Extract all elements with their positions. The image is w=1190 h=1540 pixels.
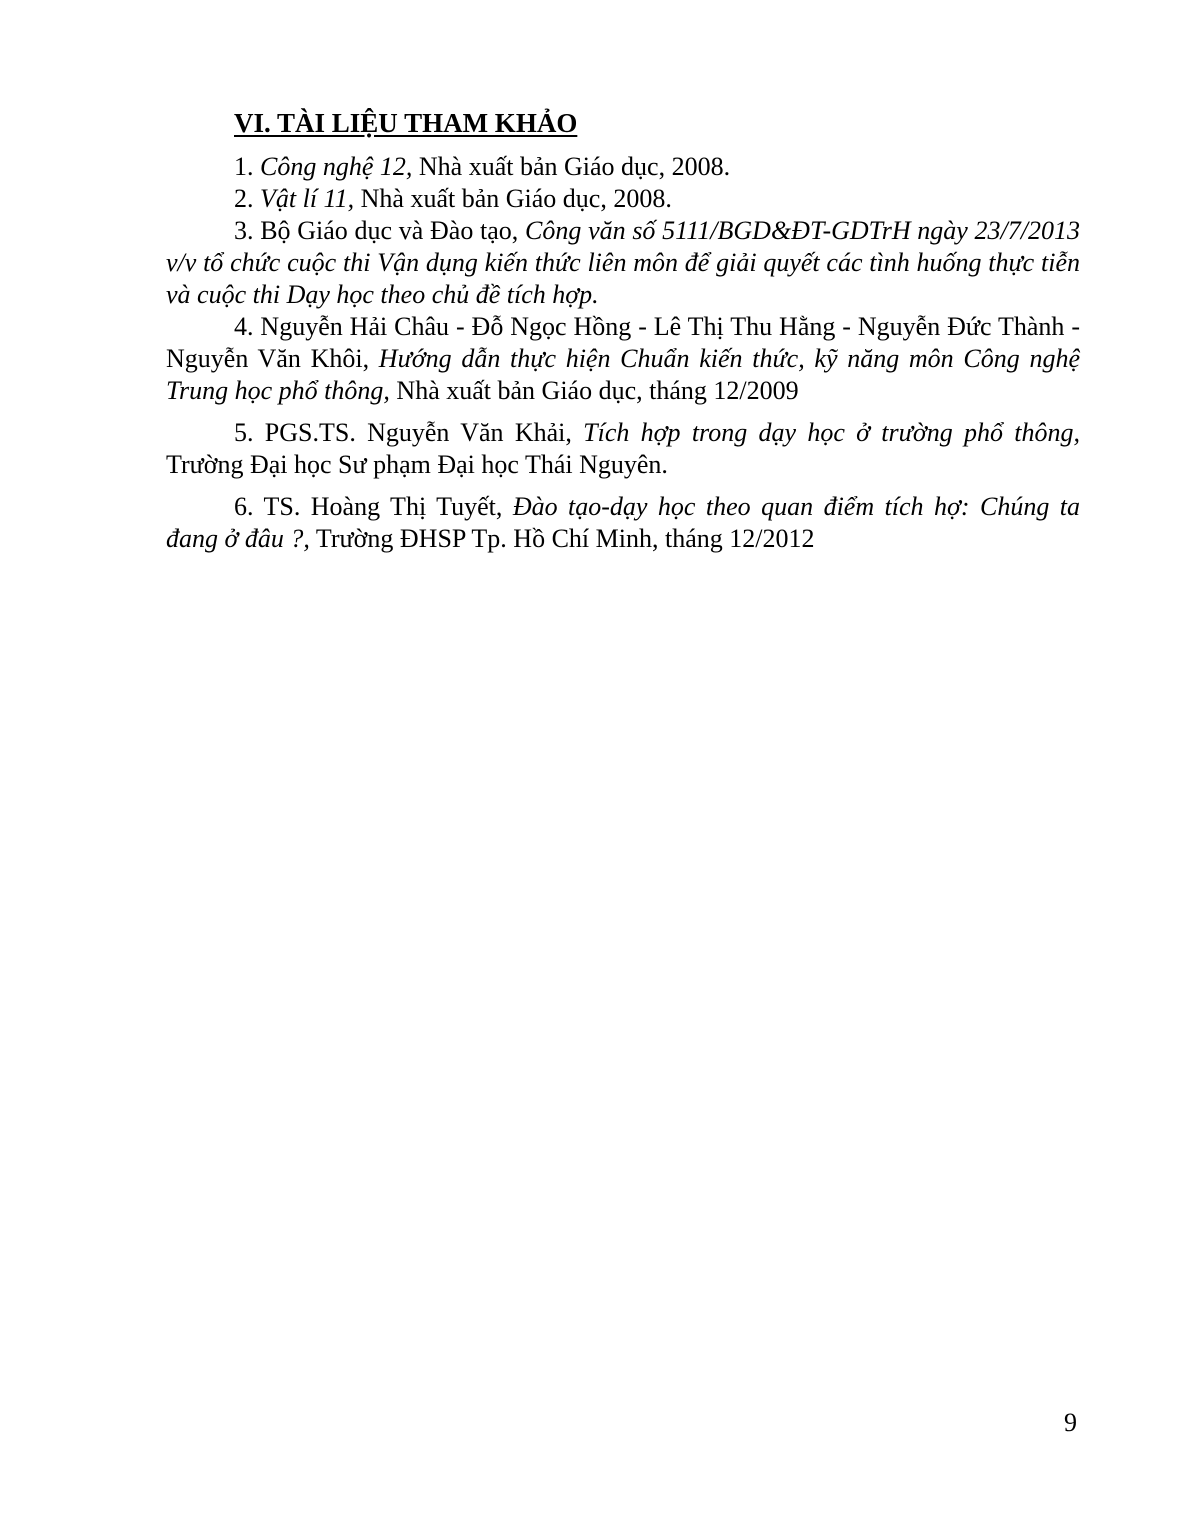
reference-author: Nguyễn Hải Châu - Đỗ Ngọc Hồng - Lê Thị Thu Hằng - Nguyễn Đức Thành - Nguyễn Văn Khôi, [166, 312, 1080, 373]
page-number: 9 [1064, 1408, 1077, 1437]
reference-publisher: Nhà xuất bản Giáo dục, 2008. [412, 152, 731, 181]
reference-publisher: Trường ĐHSP Tp. Hồ Chí Minh, tháng 12/2012 [309, 524, 815, 553]
reference-publisher: Nhà xuất bản Giáo dục, tháng 12/2009 [389, 376, 799, 405]
reference-title: Hướng dẫn thực hiện Chuẩn kiến thức, kỹ năng môn Công nghệ Trung học phổ thông, [166, 344, 1080, 405]
reference-title: Tích hợp trong dạy học ở trường phổ thông, [583, 418, 1080, 447]
reference-item-3 [166, 215, 1080, 311]
reference-author: PGS.TS. Nguyễn Văn Khải, [253, 418, 584, 447]
reference-number: 4. [234, 312, 254, 341]
reference-title: Vật lí 11, [260, 184, 355, 213]
reference-publisher: Trường Đại học Sư phạm Đại học Thái Nguyên. [166, 450, 668, 479]
reference-author: TS. Hoàng Thị Tuyết, [253, 492, 513, 521]
reference-number: 3. [234, 216, 254, 245]
reference-number: 2. [234, 184, 254, 213]
reference-item-5 [166, 417, 1080, 481]
reference-item-4 [166, 311, 1080, 407]
reference-publisher: Nhà xuất bản Giáo dục, 2008. [354, 184, 672, 213]
reference-number: 5. [234, 418, 254, 447]
section-heading: VI. TÀI LIỆU THAM KHẢO [234, 108, 578, 138]
reference-number: 1. [234, 152, 254, 181]
reference-item-6 [166, 491, 1080, 555]
reference-title: Công nghệ 12, [260, 152, 413, 181]
reference-title: Đào tạo-dạy học theo quan điểm tích hợ: Chúng ta đang ở đâu ?, [166, 492, 1080, 553]
reference-item-1 [166, 151, 1080, 183]
reference-number: 6. [234, 492, 254, 521]
reference-list [166, 151, 1080, 555]
reference-author: Bộ Giáo dục và Đào tạo, [253, 216, 526, 245]
reference-item-2 [166, 183, 1080, 215]
reference-title: Công văn số 5111/BGD&ĐT-GDTrH ngày 23/7/2013 v/v tổ chức cuộc thi Vận dụng kiến thức liên môn để giải quyết các tình huống thực tiễn và cuộc thi Dạy học theo chủ đề tích hợp. [166, 216, 1081, 309]
